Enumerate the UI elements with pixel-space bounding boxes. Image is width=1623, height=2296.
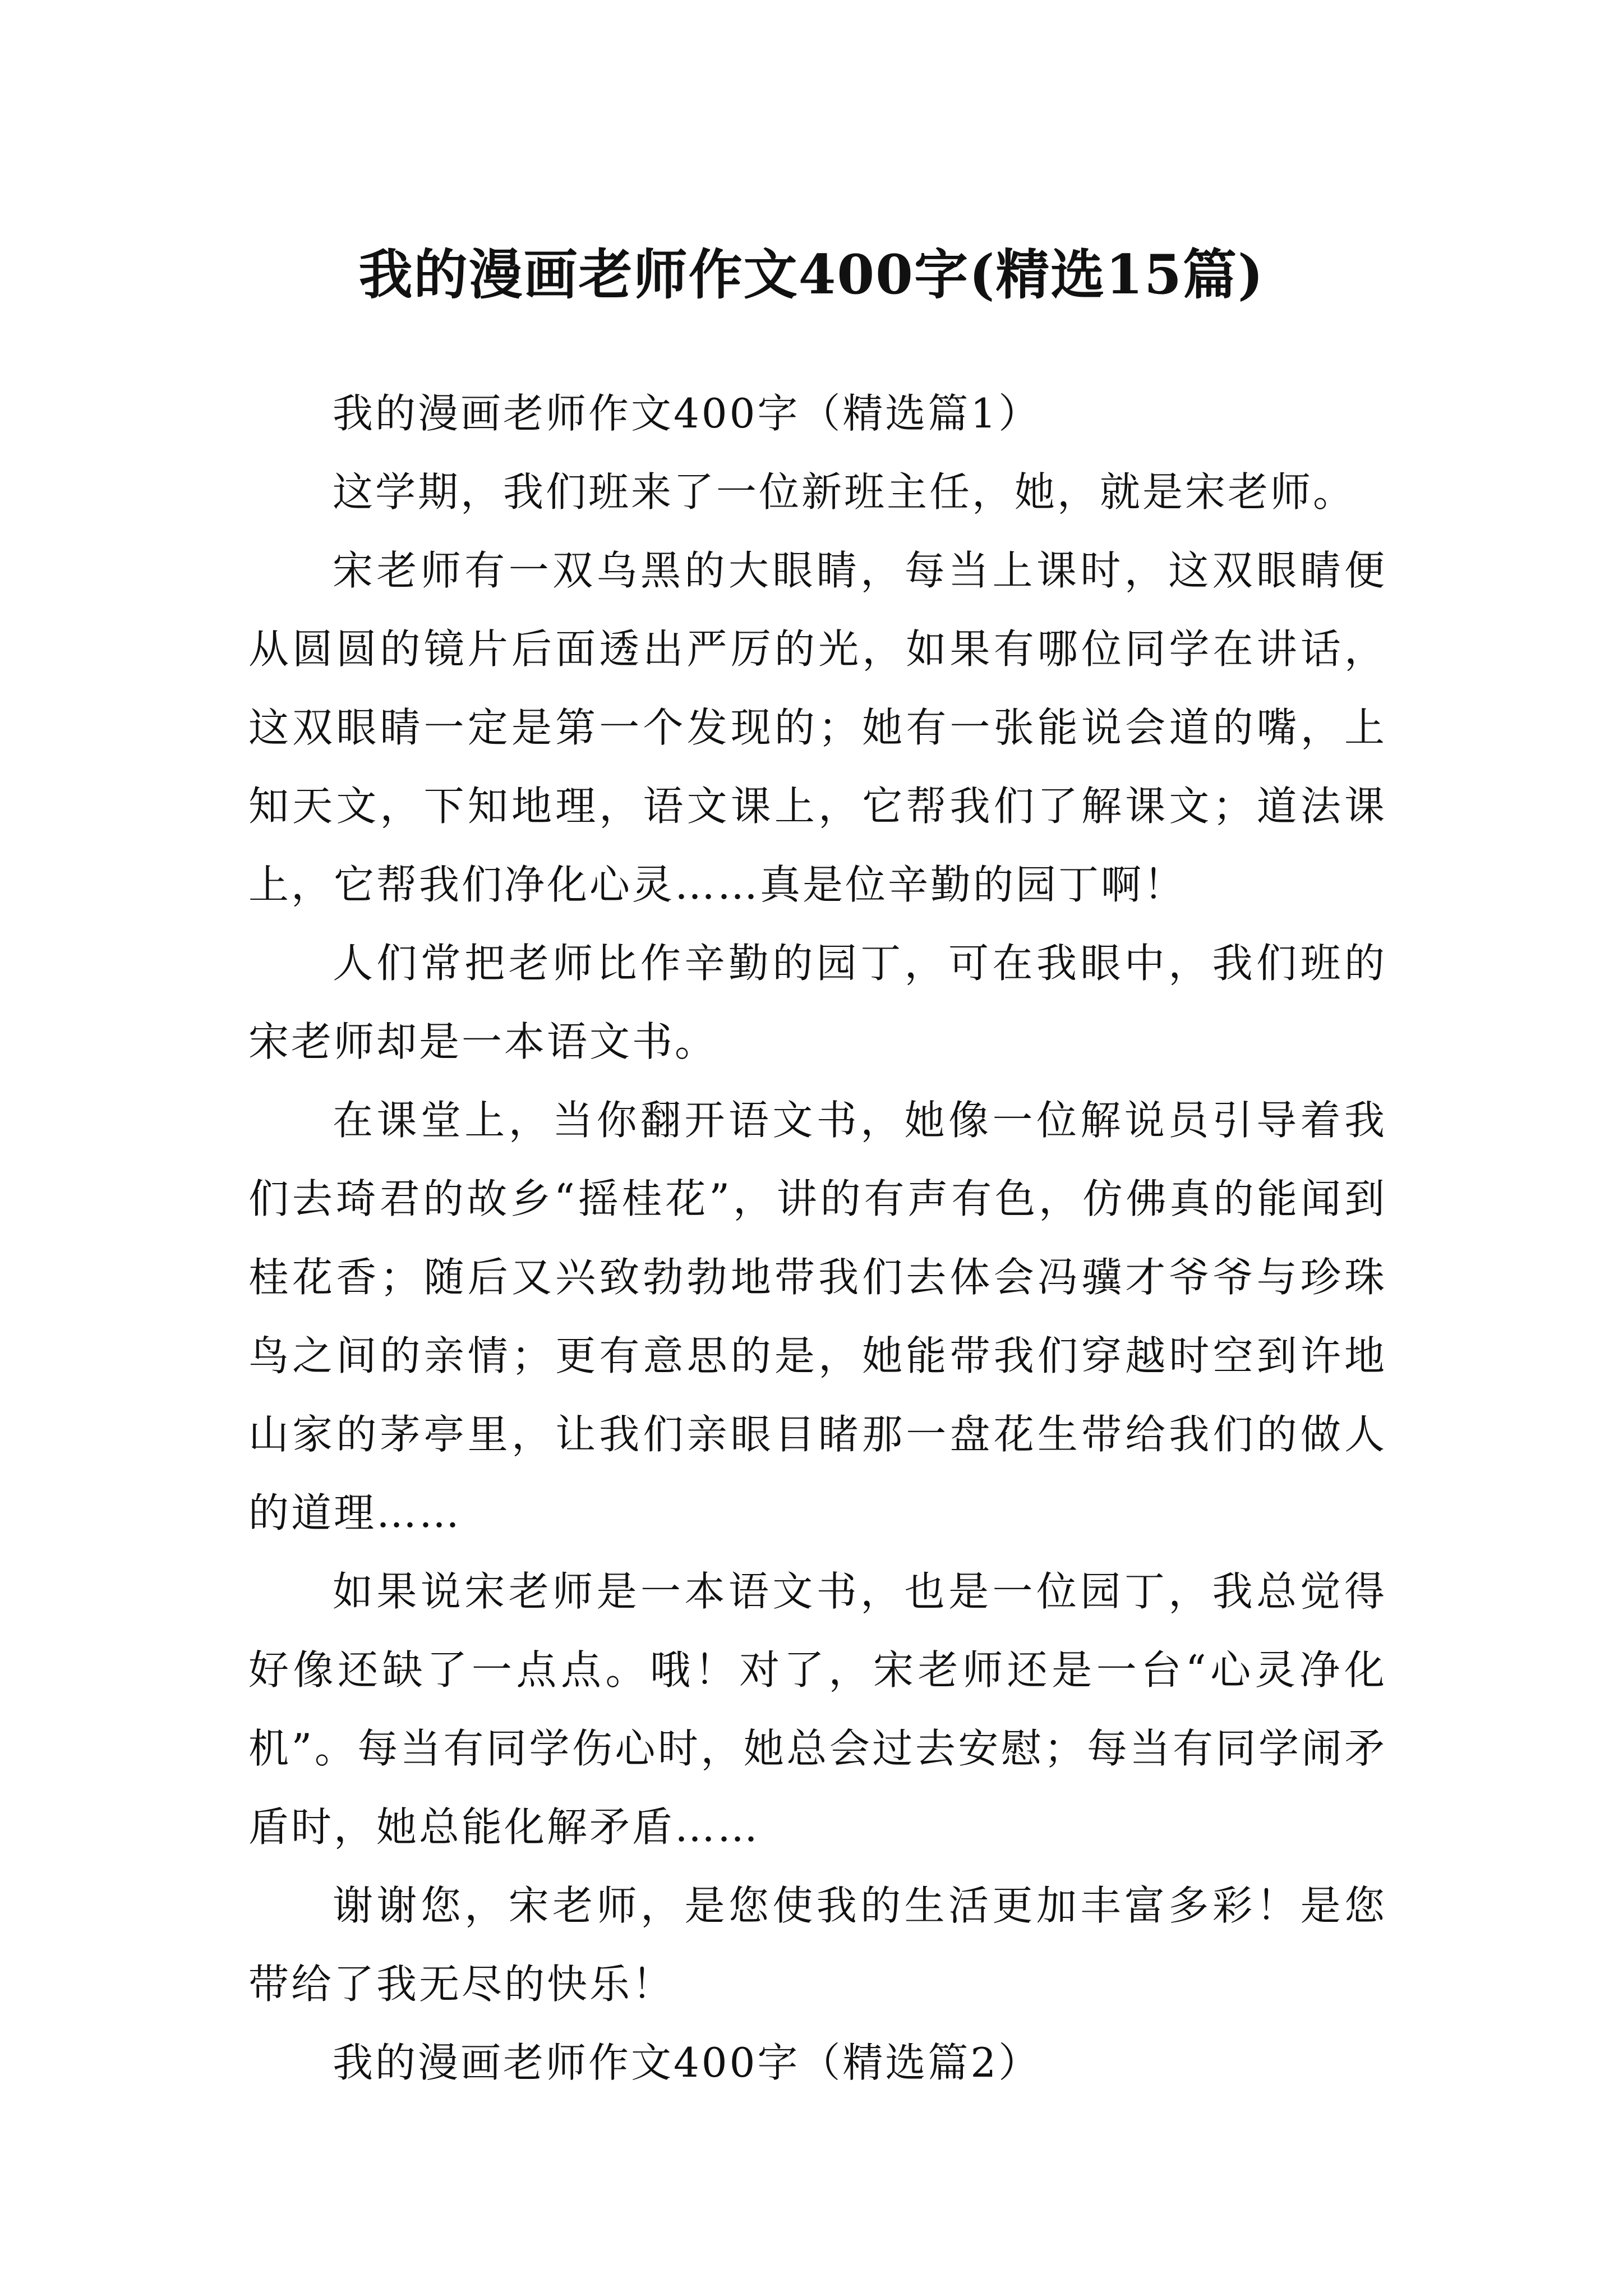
- subheading-essay-2: 我的漫画老师作文400字（精选篇2）: [333, 2039, 1041, 2086]
- paragraph: 在课堂上，当你翻开语文书，她像一位解说员引导着我们去琦君的故乡“摇桂花”，讲的有声有色，仿佛真的能闻到桂花香；随后又兴致勃勃地带我们去体会冯骥才爷爷与珍珠鸟之间的亲情；更有意思的是，她能带我们穿越时空到许地山家的茅亭里，让我们亲眼目睹那一盘花生带给我们的做人的道理……: [248, 1097, 1387, 1536]
- paragraph: 谢谢您，宋老师，是您使我的生活更加丰富多彩！是您带给了我无尽的快乐！: [248, 1882, 1387, 2008]
- document-title: 我的漫画老师作文400字(精选15篇): [358, 243, 1265, 307]
- paragraph: 这学期，我们班来了一位新班主任，她，就是宋老师。: [333, 468, 1356, 516]
- subheading-essay-1: 我的漫画老师作文400字（精选篇1）: [333, 390, 1041, 437]
- paragraph: 人们常把老师比作辛勤的园丁，可在我眼中，我们班的宋老师却是一本语文书。: [248, 940, 1387, 1065]
- document-body: [248, 374, 1387, 2102]
- paragraph: 宋老师有一双乌黑的大眼睛，每当上课时，这双眼睛便从圆圆的镜片后面透出严厉的光，如果有哪位同学在讲话，这双眼睛一定是第一个发现的；她有一张能说会道的嘴，上知天文，下知地理，语文课上，它帮我们了解课文；道法课上，它帮我们净化心灵……真是位辛勤的园丁啊！: [248, 547, 1387, 908]
- paragraph: 如果说宋老师是一本语文书，也是一位园丁，我总觉得好像还缺了一点点。哦！对了，宋老师还是一台“心灵净化机”。每当有同学伤心时，她总会过去安慰；每当有同学闹矛盾时，她总能化解矛盾……: [248, 1568, 1387, 1851]
